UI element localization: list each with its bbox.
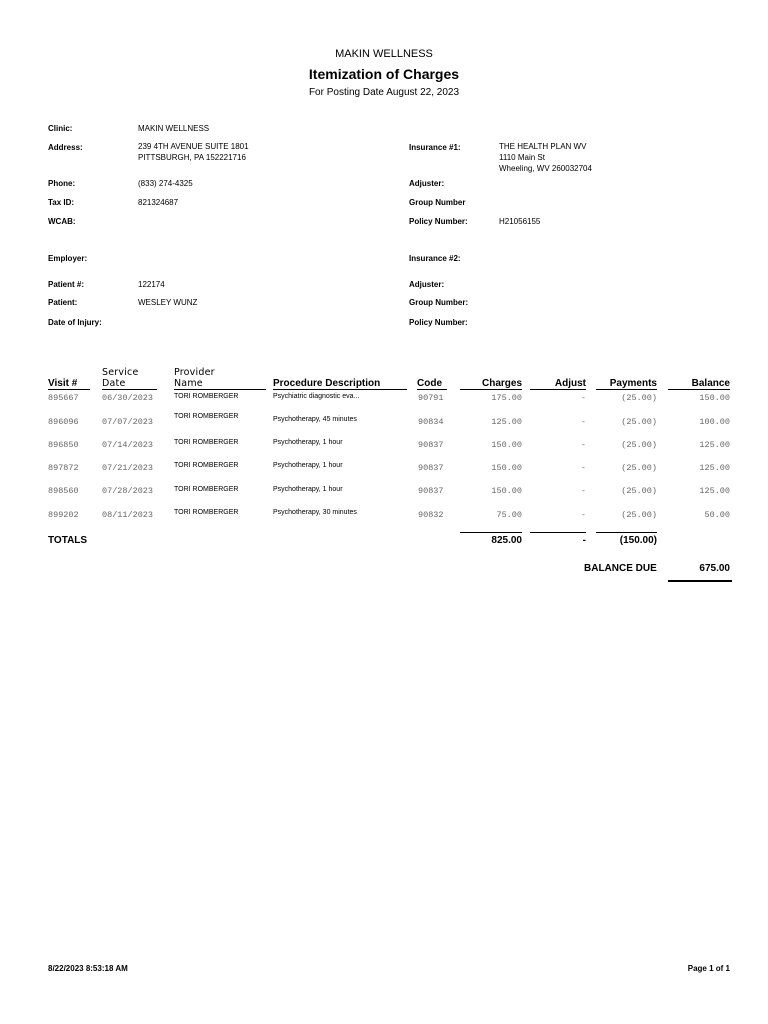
employer-label: Employer: [48, 254, 88, 263]
address-label: Address: [48, 143, 83, 152]
insurance1-city: Wheeling, WV 260032704 [499, 164, 592, 173]
adjust: - [580, 417, 586, 427]
procedure-description: Psychotherapy, 45 minutes [273, 416, 357, 423]
adjust: - [580, 510, 586, 520]
clinic-name-header: MAKIN WELLNESS [335, 48, 433, 60]
procedure-code: 90791 [418, 393, 444, 403]
service-date: 07/28/2023 [102, 486, 154, 496]
address-line2: PITTSBURGH, PA 152221716 [138, 153, 246, 162]
provider-name: TORI ROMBERGER [174, 509, 239, 516]
procedure-description: Psychotherapy, 1 hour [273, 486, 343, 493]
page-title: Itemization of Charges [308, 66, 460, 82]
patient-label: Patient: [48, 298, 78, 307]
col-header-code: Code [417, 378, 447, 390]
total-adjust: - [582, 535, 586, 546]
charges: 150.00 [491, 486, 522, 496]
totals-rule-payments [596, 532, 657, 533]
col-header-procedure: Procedure Description [273, 378, 407, 390]
service-date: 07/07/2023 [102, 417, 154, 427]
procedure-description: Psychotherapy, 1 hour [273, 439, 343, 446]
charges: 125.00 [491, 417, 522, 427]
insurance1-label: Insurance #1: [409, 143, 461, 152]
adjust: - [580, 440, 586, 450]
wcab-label: WCAB: [48, 217, 76, 226]
payments: (25.00) [621, 463, 657, 473]
balance-due-value: 675.00 [699, 563, 730, 574]
totals-rule-charges [460, 532, 522, 533]
adjust: - [580, 393, 586, 403]
procedure-description: Psychiatric diagnostic eva... [273, 393, 360, 400]
insurance1-street: 1110 Main St [499, 153, 545, 162]
service-date: 07/21/2023 [102, 463, 154, 473]
adjust: - [580, 486, 586, 496]
date-of-injury-label: Date of Injury: [48, 318, 102, 327]
payments: (25.00) [621, 393, 657, 403]
charges: 150.00 [491, 440, 522, 450]
charges: 175.00 [491, 393, 522, 403]
totals-label: TOTALS [48, 535, 88, 546]
procedure-code: 90837 [418, 463, 444, 473]
payments: (25.00) [621, 486, 657, 496]
service-date: 06/30/2023 [102, 393, 154, 403]
posting-date: For Posting Date August 22, 2023 [308, 87, 460, 98]
payments: (25.00) [621, 510, 657, 520]
balance: 100.00 [699, 417, 730, 427]
adjuster2-label: Adjuster: [409, 280, 445, 289]
provider-name: TORI ROMBERGER [174, 486, 239, 493]
service-date: 08/11/2023 [102, 510, 154, 520]
procedure-description: Psychotherapy, 1 hour [273, 462, 343, 469]
procedure-code: 90837 [418, 486, 444, 496]
patient-number-value: 122174 [138, 280, 165, 289]
insurance1-name: THE HEALTH PLAN WV [499, 142, 587, 151]
col-header-provider-line1: Provider [174, 367, 215, 378]
phone-label: Phone: [48, 179, 76, 188]
procedure-code: 90834 [418, 417, 444, 427]
taxid-label: Tax ID: [48, 198, 75, 207]
payments: (25.00) [621, 440, 657, 450]
phone-value: (833) 274-4325 [138, 179, 193, 188]
visit-number: 898560 [48, 486, 79, 496]
totals-rule-adjust [530, 532, 586, 533]
taxid-value: 821324687 [138, 198, 179, 207]
visit-number: 896096 [48, 417, 79, 427]
col-header-provider-line2: Name [174, 378, 203, 389]
page-number: Page 1 of 1 [687, 964, 730, 973]
balance: 150.00 [699, 393, 730, 403]
col-header-charges: Charges [460, 378, 522, 390]
print-timestamp: 8/22/2023 8:53:18 AM [48, 964, 128, 973]
procedure-code: 90837 [418, 440, 444, 450]
adjust: - [580, 463, 586, 473]
policy2-label: Policy Number: [409, 318, 468, 327]
procedure-code: 90832 [418, 510, 444, 520]
balance: 125.00 [699, 440, 730, 450]
clinic-value: MAKIN WELLNESS [138, 124, 210, 133]
provider-name: TORI ROMBERGER [174, 462, 239, 469]
col-header-service-line2: Date [102, 378, 126, 389]
visit-number: 895667 [48, 393, 79, 403]
total-payments: (150.00) [619, 535, 657, 546]
balance: 50.00 [704, 510, 730, 520]
balance-due-rule [668, 580, 732, 582]
balance: 125.00 [699, 486, 730, 496]
col-header-adjust: Adjust [530, 378, 586, 390]
address-line1: 239 4TH AVENUE SUITE 1801 [138, 142, 249, 151]
patient-number-label: Patient #: [48, 280, 85, 289]
policy1-value: H21056155 [499, 217, 541, 226]
col-header-service-date [102, 367, 157, 390]
patient-value: WESLEY WUNZ [138, 298, 198, 307]
col-header-payments: Payments [596, 378, 657, 390]
col-header-balance: Balance [668, 378, 730, 390]
clinic-label: Clinic: [48, 124, 73, 133]
group1-label: Group Number [409, 198, 466, 207]
visit-number: 896850 [48, 440, 79, 450]
provider-name: TORI ROMBERGER [174, 439, 239, 446]
col-header-visit: Visit # [48, 378, 90, 390]
policy1-label: Policy Number: [409, 217, 468, 226]
adjuster1-label: Adjuster: [409, 179, 445, 188]
charges: 150.00 [491, 463, 522, 473]
procedure-description: Psychotherapy, 30 minutes [273, 509, 357, 516]
col-header-provider-name [174, 367, 266, 390]
total-charges: 825.00 [491, 535, 522, 546]
service-date: 07/14/2023 [102, 440, 154, 450]
provider-name: TORI ROMBERGER [174, 393, 239, 400]
charges: 75.00 [496, 510, 522, 520]
col-header-service-line1: Service [102, 367, 139, 378]
visit-number: 897872 [48, 463, 79, 473]
balance-due-label: BALANCE DUE [584, 563, 657, 574]
payments: (25.00) [621, 417, 657, 427]
provider-name: TORI ROMBERGER [174, 413, 239, 420]
insurance2-label: Insurance #2: [409, 254, 461, 263]
balance: 125.00 [699, 463, 730, 473]
group2-label: Group Number: [409, 298, 469, 307]
visit-number: 899202 [48, 510, 79, 520]
